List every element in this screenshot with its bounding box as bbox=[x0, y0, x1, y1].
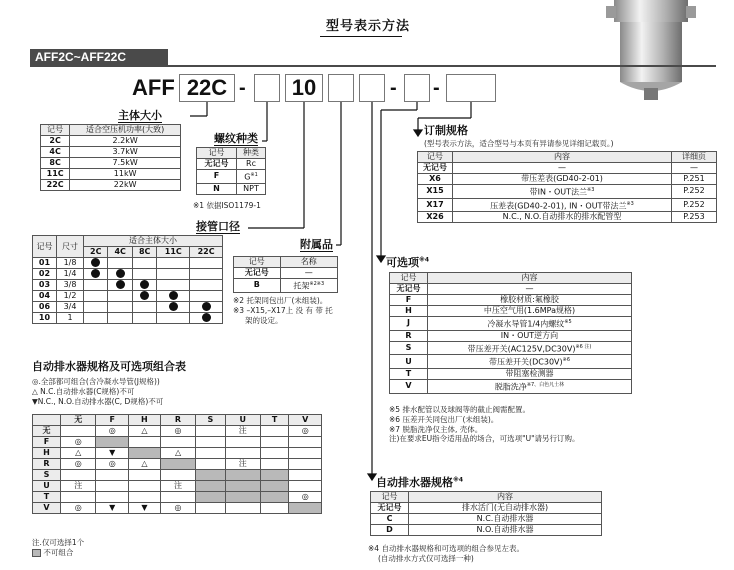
combo-row-header: 无 bbox=[33, 426, 61, 437]
combo-col-header: F bbox=[96, 415, 129, 426]
port-code: 01 bbox=[33, 258, 57, 269]
col-header: 适合空压机功率(大致) bbox=[70, 125, 181, 136]
combo-cell bbox=[96, 481, 129, 492]
option-row bbox=[390, 341, 632, 355]
thread-code: 无记号 bbox=[197, 159, 237, 170]
combo-row bbox=[33, 492, 322, 503]
combo-cell: ▼ bbox=[128, 503, 160, 514]
legend-line: ▼N.C., N.O.自动排水器(C, D规格)不可 bbox=[32, 396, 164, 406]
accessory-name: — bbox=[280, 268, 337, 279]
port-row bbox=[33, 291, 223, 302]
port-size: 1/2 bbox=[57, 291, 84, 302]
combo-row bbox=[33, 426, 322, 437]
option-row bbox=[390, 330, 632, 341]
size-power: 3.7kW bbox=[70, 147, 181, 158]
fit-cell bbox=[132, 258, 156, 269]
model-drain-box bbox=[359, 74, 385, 102]
fit-cell bbox=[190, 291, 223, 302]
option-desc: 带压差开关$(DC30V)^{※6}$ bbox=[428, 355, 632, 369]
thread-table bbox=[196, 147, 266, 195]
combo-corner bbox=[33, 415, 61, 426]
combo-cell bbox=[196, 426, 225, 437]
combo-cell bbox=[260, 481, 288, 492]
fit-cell bbox=[108, 258, 132, 269]
combo-row-header: H bbox=[33, 448, 61, 459]
fit-cell bbox=[132, 313, 156, 324]
order-row bbox=[418, 198, 717, 212]
combo-cell bbox=[260, 503, 288, 514]
drain-desc: 排水活门(无自动排水器) bbox=[409, 503, 602, 514]
order-desc: — bbox=[453, 163, 672, 174]
drain-desc: N.O.自动排水器 bbox=[409, 525, 602, 536]
order-spec-note: (型号表示方法，适合型号与本页有异请参见详细记载页。) bbox=[424, 139, 614, 148]
option-code: F bbox=[390, 295, 428, 306]
fit-cell bbox=[157, 269, 190, 280]
note-line: (自动排水方式仅可选择一种) bbox=[378, 553, 474, 563]
option-code: J bbox=[390, 317, 428, 331]
col-header: 名称 bbox=[280, 257, 337, 268]
drain-code: 无记号 bbox=[371, 503, 409, 514]
combo-cell bbox=[96, 437, 129, 448]
fit-cell bbox=[157, 280, 190, 291]
port-row bbox=[33, 302, 223, 313]
option-row bbox=[390, 295, 632, 306]
combo-cell bbox=[289, 437, 322, 448]
auto-drain-label: 自动排水器规格$^{※4}$ bbox=[376, 476, 464, 489]
combo-cell bbox=[289, 481, 322, 492]
col-header: 记号 bbox=[234, 257, 281, 268]
fit-cell bbox=[132, 269, 156, 280]
combo-cell bbox=[96, 492, 129, 503]
fit-cell bbox=[157, 313, 190, 324]
size-col-header: 4C bbox=[108, 247, 132, 258]
size-power: 2.2kW bbox=[70, 136, 181, 147]
combo-cell: ◎ bbox=[160, 426, 195, 437]
combo-cell: ◎ bbox=[61, 437, 96, 448]
fit-dot-icon bbox=[91, 269, 100, 278]
fit-cell bbox=[190, 302, 223, 313]
option-row bbox=[390, 368, 632, 379]
col-header: 记号 bbox=[197, 148, 237, 159]
fit-cell bbox=[84, 280, 108, 291]
fit-dot-icon bbox=[140, 291, 149, 300]
combo-cell bbox=[196, 503, 225, 514]
fit-cell bbox=[108, 302, 132, 313]
combo-cell: ◎ bbox=[289, 426, 322, 437]
col-header: 种类 bbox=[237, 148, 266, 159]
model-dash-1: - bbox=[239, 77, 246, 99]
option-desc: 脱脂洗净$^{※7、白色凡士林}$ bbox=[428, 379, 632, 393]
body-size-table bbox=[40, 124, 181, 191]
fit-dot-icon bbox=[116, 269, 125, 278]
col-header: 记号 bbox=[390, 273, 428, 284]
combo-cell bbox=[196, 437, 225, 448]
combo-cell: 注 bbox=[61, 481, 96, 492]
drain-desc: N.C.自动排水器 bbox=[409, 514, 602, 525]
col-header: 详细页 bbox=[672, 152, 717, 163]
combo-cell bbox=[96, 470, 129, 481]
combo-row bbox=[33, 503, 322, 514]
fit-cell bbox=[132, 291, 156, 302]
port-code: 06 bbox=[33, 302, 57, 313]
fit-cell bbox=[84, 313, 108, 324]
combo-cell: △ bbox=[61, 448, 96, 459]
grey-swatch bbox=[32, 549, 41, 557]
combo-cell bbox=[61, 492, 96, 503]
combo-cell bbox=[260, 448, 288, 459]
combo-cell bbox=[196, 448, 225, 459]
combo-cell bbox=[196, 492, 225, 503]
thread-type: $G^{※1}$ bbox=[237, 170, 266, 184]
port-code: 04 bbox=[33, 291, 57, 302]
combo-cell: 注 bbox=[160, 481, 195, 492]
option-code: H bbox=[390, 306, 428, 317]
accessory-table bbox=[233, 256, 338, 293]
model-thread-box bbox=[254, 74, 280, 102]
option-code: 无记号 bbox=[390, 284, 428, 295]
fit-dot-icon bbox=[116, 280, 125, 289]
note-line: ※6 压差开关同包出厂(未组装)。 bbox=[389, 414, 499, 424]
order-page: P.251 bbox=[672, 174, 717, 185]
combo-cell bbox=[260, 437, 288, 448]
option-desc: — bbox=[428, 284, 632, 295]
combo-row-header: U bbox=[33, 481, 61, 492]
fit-cell bbox=[108, 269, 132, 280]
size-col-header: 8C bbox=[132, 247, 156, 258]
option-row bbox=[390, 284, 632, 295]
combo-cell: 注 bbox=[225, 459, 260, 470]
combo-row bbox=[33, 437, 322, 448]
combo-cell bbox=[260, 459, 288, 470]
model-accessory-box bbox=[328, 74, 354, 102]
combo-row-header: V bbox=[33, 503, 61, 514]
size-col-header: 2C bbox=[84, 247, 108, 258]
option-desc: IN・OUT逆方向 bbox=[428, 330, 632, 341]
model-order-box bbox=[446, 74, 496, 102]
combo-col-header: H bbox=[128, 415, 160, 426]
order-row bbox=[418, 163, 717, 174]
accessory-name: 托架$^{※2※3}$ bbox=[280, 279, 337, 293]
combo-title: 自动排水器规格及可选项组合表 bbox=[32, 360, 186, 373]
combo-cell bbox=[225, 503, 260, 514]
fit-dot-icon bbox=[91, 258, 100, 267]
order-desc: 压差表(GD40-2-01), IN・OUT带法兰$^{※3}$ bbox=[453, 198, 672, 212]
option-desc: 橡胶材质:氟橡胶 bbox=[428, 295, 632, 306]
fit-cell bbox=[84, 291, 108, 302]
combo-cell bbox=[128, 437, 160, 448]
combo-cell: △ bbox=[128, 426, 160, 437]
page-title: 型号表示方法 bbox=[326, 19, 411, 34]
col-header: 记号 bbox=[371, 492, 409, 503]
combo-cell bbox=[61, 470, 96, 481]
port-row bbox=[33, 269, 223, 280]
order-spec-table bbox=[417, 151, 717, 223]
combo-cell bbox=[225, 481, 260, 492]
order-row bbox=[418, 174, 717, 185]
col-header: 尺寸 bbox=[57, 236, 84, 258]
size-col-header: 11C bbox=[157, 247, 190, 258]
col-header: 记号 bbox=[418, 152, 453, 163]
col-header: 适合主体大小 bbox=[84, 236, 223, 247]
option-row bbox=[390, 317, 632, 331]
col-header: 内容 bbox=[453, 152, 672, 163]
option-row bbox=[390, 355, 632, 369]
fit-cell bbox=[157, 258, 190, 269]
order-page: P.252 bbox=[672, 198, 717, 212]
col-header: 记号 bbox=[41, 125, 70, 136]
footnote-line: 注.仅可选择1个 bbox=[32, 538, 85, 547]
drain-code: C bbox=[371, 514, 409, 525]
combo-row-header: S bbox=[33, 470, 61, 481]
port-row bbox=[33, 258, 223, 269]
fit-cell bbox=[190, 269, 223, 280]
port-code: 10 bbox=[33, 313, 57, 324]
combo-row bbox=[33, 470, 322, 481]
port-size-table bbox=[32, 235, 223, 324]
col-header: 内容 bbox=[428, 273, 632, 284]
accessory-code: B bbox=[234, 279, 281, 293]
combo-cell bbox=[128, 470, 160, 481]
auto-drain-table bbox=[370, 491, 602, 536]
drain-code: D bbox=[371, 525, 409, 536]
combo-row bbox=[33, 448, 322, 459]
order-code: X17 bbox=[418, 198, 453, 212]
fit-cell bbox=[108, 280, 132, 291]
port-row bbox=[33, 313, 223, 324]
fit-cell bbox=[132, 302, 156, 313]
fit-dot-icon bbox=[140, 280, 149, 289]
combo-cell bbox=[160, 437, 195, 448]
combo-cell bbox=[289, 470, 322, 481]
combo-col-header: R bbox=[160, 415, 195, 426]
fit-cell bbox=[190, 258, 223, 269]
combo-cell bbox=[225, 448, 260, 459]
thread-label: 螺纹种类 bbox=[214, 132, 258, 145]
combo-col-header: U bbox=[225, 415, 260, 426]
order-desc: N.C., N.O.自动排水的排水配管型 bbox=[453, 212, 672, 223]
combo-cell bbox=[289, 459, 322, 470]
options-notes bbox=[389, 405, 709, 444]
combo-row-header: R bbox=[33, 459, 61, 470]
filter-product-icon bbox=[600, 0, 700, 110]
options-table bbox=[389, 272, 632, 394]
combo-cell: ◎ bbox=[96, 426, 129, 437]
title-underline bbox=[320, 36, 402, 37]
combo-cell bbox=[225, 437, 260, 448]
order-code: X26 bbox=[418, 212, 453, 223]
option-row bbox=[390, 379, 632, 393]
combo-cell: ▼ bbox=[96, 503, 129, 514]
option-code: V bbox=[390, 379, 428, 393]
size-code: 8C bbox=[41, 158, 70, 169]
option-desc: 中压空气用(1.6MPa规格) bbox=[428, 306, 632, 317]
thread-type: NPT bbox=[237, 183, 266, 194]
combo-cell bbox=[61, 426, 96, 437]
combo-cell bbox=[196, 459, 225, 470]
combo-cell bbox=[260, 426, 288, 437]
note-line: ※5 排水配管以及球阀等的截止阀需配置。 bbox=[389, 405, 530, 414]
combo-legend bbox=[32, 377, 272, 406]
thread-code: F bbox=[197, 170, 237, 184]
footnote-line: 不可组合 bbox=[32, 548, 84, 558]
order-page: — bbox=[672, 163, 717, 174]
option-code: T bbox=[390, 368, 428, 379]
combo-row-header: F bbox=[33, 437, 61, 448]
options-label: 可选项$^{※4}$ bbox=[386, 256, 430, 269]
combo-cell bbox=[225, 492, 260, 503]
combo-cell bbox=[160, 470, 195, 481]
combo-cell bbox=[128, 448, 160, 459]
order-row bbox=[418, 185, 717, 199]
fit-dot-icon bbox=[169, 291, 178, 300]
order-desc: 带IN・OUT法兰$^{※3}$ bbox=[453, 185, 672, 199]
port-size-label: 接管口径 bbox=[196, 220, 240, 233]
combo-cell: △ bbox=[160, 448, 195, 459]
fit-cell bbox=[157, 302, 190, 313]
accessory-notes bbox=[233, 296, 363, 325]
option-desc: 带阻塞检测器 bbox=[428, 368, 632, 379]
series-banner: AFF2C~AFF22C bbox=[30, 49, 168, 66]
combo-cell: ◎ bbox=[96, 459, 129, 470]
fit-cell bbox=[190, 313, 223, 324]
combo-cell: ◎ bbox=[289, 492, 322, 503]
combo-col-header: V bbox=[289, 415, 322, 426]
combo-row bbox=[33, 459, 322, 470]
port-size: 1/8 bbox=[57, 258, 84, 269]
thread-code: N bbox=[197, 183, 237, 194]
col-header: 记号 bbox=[33, 236, 57, 258]
col-header: 内容 bbox=[409, 492, 602, 503]
combo-cell bbox=[196, 481, 225, 492]
model-dash-3: - bbox=[433, 77, 440, 99]
model-size-box: 22C bbox=[179, 74, 235, 102]
combo-cell: 注 bbox=[225, 426, 260, 437]
combo-cell bbox=[160, 492, 195, 503]
thread-note: ※1 依据ISO1179-1 bbox=[193, 201, 261, 210]
combo-cell bbox=[160, 459, 195, 470]
size-code: 4C bbox=[41, 147, 70, 158]
order-spec-label: 订制规格 bbox=[424, 124, 468, 137]
option-desc: 冷凝水导管1/4内螺纹$^{※5}$ bbox=[428, 317, 632, 331]
size-power: 22kW bbox=[70, 180, 181, 191]
fit-cell bbox=[190, 280, 223, 291]
port-size: 1/4 bbox=[57, 269, 84, 280]
combo-cell bbox=[260, 470, 288, 481]
order-code: X15 bbox=[418, 185, 453, 199]
accessory-label: 附属品 bbox=[300, 238, 333, 251]
fit-cell bbox=[157, 291, 190, 302]
combo-cell bbox=[289, 448, 322, 459]
order-page: P.253 bbox=[672, 212, 717, 223]
combo-cell: ▼ bbox=[96, 448, 129, 459]
combo-cell bbox=[225, 470, 260, 481]
port-row bbox=[33, 280, 223, 291]
combo-cell bbox=[260, 492, 288, 503]
combo-cell bbox=[289, 503, 322, 514]
body-size-label: 主体大小 bbox=[118, 109, 162, 122]
port-code: 02 bbox=[33, 269, 57, 280]
port-code: 03 bbox=[33, 280, 57, 291]
combo-row bbox=[33, 481, 322, 492]
combo-header-row bbox=[33, 415, 322, 426]
option-code: U bbox=[390, 355, 428, 369]
note-line: 架的设定。 bbox=[245, 315, 283, 325]
model-port-box: 10 bbox=[285, 74, 323, 102]
drain-notes bbox=[368, 544, 618, 564]
order-code: 无记号 bbox=[418, 163, 453, 174]
port-size: 1 bbox=[57, 313, 84, 324]
combo-cell bbox=[128, 492, 160, 503]
fit-cell bbox=[84, 258, 108, 269]
legend-line: △ N.C.自动排水器(C规格)不可 bbox=[32, 386, 135, 396]
accessory-code: 无记号 bbox=[234, 268, 281, 279]
fit-dot-icon bbox=[169, 302, 178, 311]
legend-line: ◎.全部都可组合(含冷凝水导管(J规格)) bbox=[32, 377, 160, 386]
size-power: 11kW bbox=[70, 169, 181, 180]
fit-cell bbox=[84, 302, 108, 313]
combo-col-header: T bbox=[260, 415, 288, 426]
fit-cell bbox=[132, 280, 156, 291]
order-desc: 带压差表(GD40-2-01) bbox=[453, 174, 672, 185]
combo-cell bbox=[128, 481, 160, 492]
order-page: P.252 bbox=[672, 185, 717, 199]
combo-cell: ◎ bbox=[160, 503, 195, 514]
combo-footnotes bbox=[32, 538, 84, 558]
note-line: ※4 自动排水器规格和可选项的组合参见左表。 bbox=[368, 544, 524, 553]
port-size: 3/8 bbox=[57, 280, 84, 291]
fit-cell bbox=[108, 291, 132, 302]
model-option-box bbox=[404, 74, 430, 102]
size-code: 2C bbox=[41, 136, 70, 147]
combo-cell bbox=[196, 470, 225, 481]
thread-type: Rc bbox=[237, 159, 266, 170]
fit-cell bbox=[84, 269, 108, 280]
combo-col-header: 无 bbox=[61, 415, 96, 426]
order-row bbox=[418, 212, 717, 223]
note-line: ※7 脱脂洗净仅主体, 壳体。 bbox=[389, 424, 483, 434]
fit-dot-icon bbox=[202, 302, 211, 311]
size-code: 11C bbox=[41, 169, 70, 180]
fit-cell bbox=[108, 313, 132, 324]
combo-table bbox=[32, 414, 322, 514]
option-code: R bbox=[390, 330, 428, 341]
note-line: 注)在要求EU指令适用品的场合，可选项"U"请另行订购。 bbox=[389, 434, 580, 444]
combo-cell: △ bbox=[128, 459, 160, 470]
model-prefix: AFF bbox=[132, 75, 175, 100]
size-col-header: 22C bbox=[190, 247, 223, 258]
size-code: 22C bbox=[41, 180, 70, 191]
port-size: 3/4 bbox=[57, 302, 84, 313]
size-power: 7.5kW bbox=[70, 158, 181, 169]
option-row bbox=[390, 306, 632, 317]
fit-dot-icon bbox=[202, 313, 211, 322]
combo-row-header: T bbox=[33, 492, 61, 503]
combo-cell: ◎ bbox=[61, 503, 96, 514]
note-line: ※3 –X15,–X17上 没 有 带 托 bbox=[233, 305, 333, 315]
order-code: X6 bbox=[418, 174, 453, 185]
model-dash-2: - bbox=[390, 77, 397, 99]
note-line: ※2 托架同包出厂(未组装)。 bbox=[233, 296, 328, 305]
combo-col-header: S bbox=[196, 415, 225, 426]
combo-cell: ◎ bbox=[61, 459, 96, 470]
option-desc: 带压差开关$(AC125V,DC30V)^{※6 注)}$ bbox=[428, 341, 632, 355]
option-code: S bbox=[390, 341, 428, 355]
